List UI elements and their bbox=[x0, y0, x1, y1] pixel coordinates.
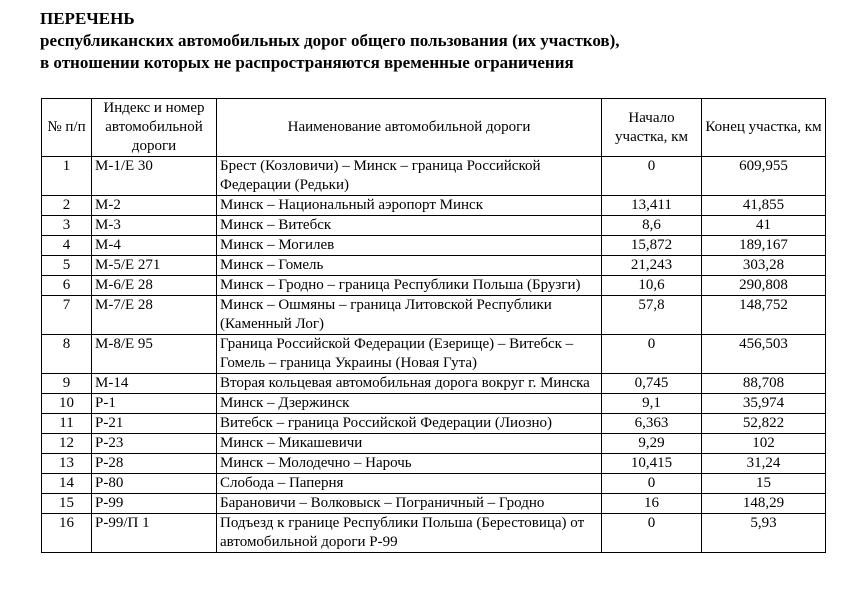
table-row bbox=[42, 474, 826, 494]
cell-end: 15 bbox=[702, 474, 826, 494]
cell-num: 2 bbox=[42, 196, 92, 216]
cell-start: 9,29 bbox=[602, 434, 702, 454]
header-name: Наименование автомобильной дороги bbox=[217, 99, 602, 157]
cell-start: 13,411 bbox=[602, 196, 702, 216]
cell-end: 41 bbox=[702, 216, 826, 236]
cell-start: 21,243 bbox=[602, 256, 702, 276]
cell-start: 8,6 bbox=[602, 216, 702, 236]
table-row bbox=[42, 296, 826, 335]
cell-end: 303,28 bbox=[702, 256, 826, 276]
cell-name: Минск – Молодечно – Нарочь bbox=[217, 454, 602, 474]
cell-name: Минск – Гродно – граница Республики Польша (Брузги) bbox=[217, 276, 602, 296]
cell-start: 10,6 bbox=[602, 276, 702, 296]
header-code: Индекс и номер автомобильной дороги bbox=[92, 99, 217, 157]
cell-code: Р-28 bbox=[92, 454, 217, 474]
table-row bbox=[42, 514, 826, 553]
cell-name: Минск – Дзержинск bbox=[217, 394, 602, 414]
cell-num: 5 bbox=[42, 256, 92, 276]
cell-num: 1 bbox=[42, 157, 92, 196]
heading-subtitle-line-2: в отношении которых не распространяются временные ограничения bbox=[40, 53, 574, 72]
cell-start: 6,363 bbox=[602, 414, 702, 434]
cell-start: 10,415 bbox=[602, 454, 702, 474]
cell-end: 35,974 bbox=[702, 394, 826, 414]
cell-end: 31,24 bbox=[702, 454, 826, 474]
header-end: Конец участка, км bbox=[702, 99, 826, 157]
cell-name: Минск – Витебск bbox=[217, 216, 602, 236]
cell-end: 52,822 bbox=[702, 414, 826, 434]
table-row bbox=[42, 414, 826, 434]
cell-end: 148,29 bbox=[702, 494, 826, 514]
cell-num: 13 bbox=[42, 454, 92, 474]
table-row bbox=[42, 216, 826, 236]
heading-subtitle-line-1: республиканских автомобильных дорог общего пользования (их участков), bbox=[40, 31, 620, 50]
cell-name: Подъезд к границе Республики Польша (Берестовица) от автомобильной дороги Р-99 bbox=[217, 514, 602, 553]
cell-code: Р-99/П 1 bbox=[92, 514, 217, 553]
cell-name: Минск – Микашевичи bbox=[217, 434, 602, 454]
cell-code: М-3 bbox=[92, 216, 217, 236]
cell-end: 5,93 bbox=[702, 514, 826, 553]
cell-num: 14 bbox=[42, 474, 92, 494]
cell-start: 0 bbox=[602, 335, 702, 374]
cell-code: М-6/Е 28 bbox=[92, 276, 217, 296]
header-start: Начало участка, км bbox=[602, 99, 702, 157]
cell-start: 0 bbox=[602, 514, 702, 553]
cell-num: 4 bbox=[42, 236, 92, 256]
cell-name: Барановичи – Волковыск – Пограничный – Гродно bbox=[217, 494, 602, 514]
cell-name: Слобода – Паперня bbox=[217, 474, 602, 494]
cell-end: 148,752 bbox=[702, 296, 826, 335]
cell-num: 3 bbox=[42, 216, 92, 236]
table-row bbox=[42, 157, 826, 196]
cell-end: 609,955 bbox=[702, 157, 826, 196]
cell-name: Вторая кольцевая автомобильная дорога вокруг г. Минска bbox=[217, 374, 602, 394]
cell-num: 10 bbox=[42, 394, 92, 414]
cell-start: 0 bbox=[602, 474, 702, 494]
cell-num: 9 bbox=[42, 374, 92, 394]
cell-start: 0 bbox=[602, 157, 702, 196]
cell-num: 16 bbox=[42, 514, 92, 553]
cell-code: Р-80 bbox=[92, 474, 217, 494]
table-body bbox=[42, 157, 826, 553]
cell-code: М-4 bbox=[92, 236, 217, 256]
table-row bbox=[42, 394, 826, 414]
cell-name: Граница Российской Федерации (Езерище) – Витебск – Гомель – граница Украины (Новая Гута) bbox=[217, 335, 602, 374]
cell-start: 15,872 bbox=[602, 236, 702, 256]
cell-code: М-5/Е 271 bbox=[92, 256, 217, 276]
cell-num: 6 bbox=[42, 276, 92, 296]
cell-start: 9,1 bbox=[602, 394, 702, 414]
cell-code: М-7/Е 28 bbox=[92, 296, 217, 335]
document-heading bbox=[40, 8, 830, 74]
cell-name: Минск – Ошмяны – граница Литовской Республики (Каменный Лог) bbox=[217, 296, 602, 335]
cell-code: Р-99 bbox=[92, 494, 217, 514]
table-row bbox=[42, 276, 826, 296]
table-row bbox=[42, 434, 826, 454]
cell-start: 16 bbox=[602, 494, 702, 514]
roads-table bbox=[41, 98, 826, 553]
heading-title: ПЕРЕЧЕНЬ bbox=[40, 9, 135, 28]
cell-code: Р-21 bbox=[92, 414, 217, 434]
table-row bbox=[42, 494, 826, 514]
cell-num: 12 bbox=[42, 434, 92, 454]
cell-code: М-14 bbox=[92, 374, 217, 394]
cell-end: 41,855 bbox=[702, 196, 826, 216]
table-row bbox=[42, 335, 826, 374]
cell-num: 8 bbox=[42, 335, 92, 374]
cell-end: 456,503 bbox=[702, 335, 826, 374]
table-header bbox=[42, 99, 826, 157]
cell-num: 11 bbox=[42, 414, 92, 434]
cell-start: 57,8 bbox=[602, 296, 702, 335]
cell-name: Минск – Национальный аэропорт Минск bbox=[217, 196, 602, 216]
cell-num: 7 bbox=[42, 296, 92, 335]
table-row bbox=[42, 374, 826, 394]
cell-code: М-8/Е 95 bbox=[92, 335, 217, 374]
cell-num: 15 bbox=[42, 494, 92, 514]
table-row bbox=[42, 196, 826, 216]
cell-end: 88,708 bbox=[702, 374, 826, 394]
cell-name: Витебск – граница Российской Федерации (Лиозно) bbox=[217, 414, 602, 434]
cell-end: 189,167 bbox=[702, 236, 826, 256]
cell-code: М-2 bbox=[92, 196, 217, 216]
cell-end: 290,808 bbox=[702, 276, 826, 296]
cell-end: 102 bbox=[702, 434, 826, 454]
cell-code: М-1/Е 30 bbox=[92, 157, 217, 196]
cell-name: Минск – Гомель bbox=[217, 256, 602, 276]
cell-name: Брест (Козловичи) – Минск – граница Российской Федерации (Редьки) bbox=[217, 157, 602, 196]
table-row bbox=[42, 256, 826, 276]
table-header-row bbox=[42, 99, 826, 157]
cell-start: 0,745 bbox=[602, 374, 702, 394]
header-num: № п/п bbox=[42, 99, 92, 157]
table-row bbox=[42, 236, 826, 256]
cell-name: Минск – Могилев bbox=[217, 236, 602, 256]
table-row bbox=[42, 454, 826, 474]
cell-code: Р-23 bbox=[92, 434, 217, 454]
cell-code: Р-1 bbox=[92, 394, 217, 414]
